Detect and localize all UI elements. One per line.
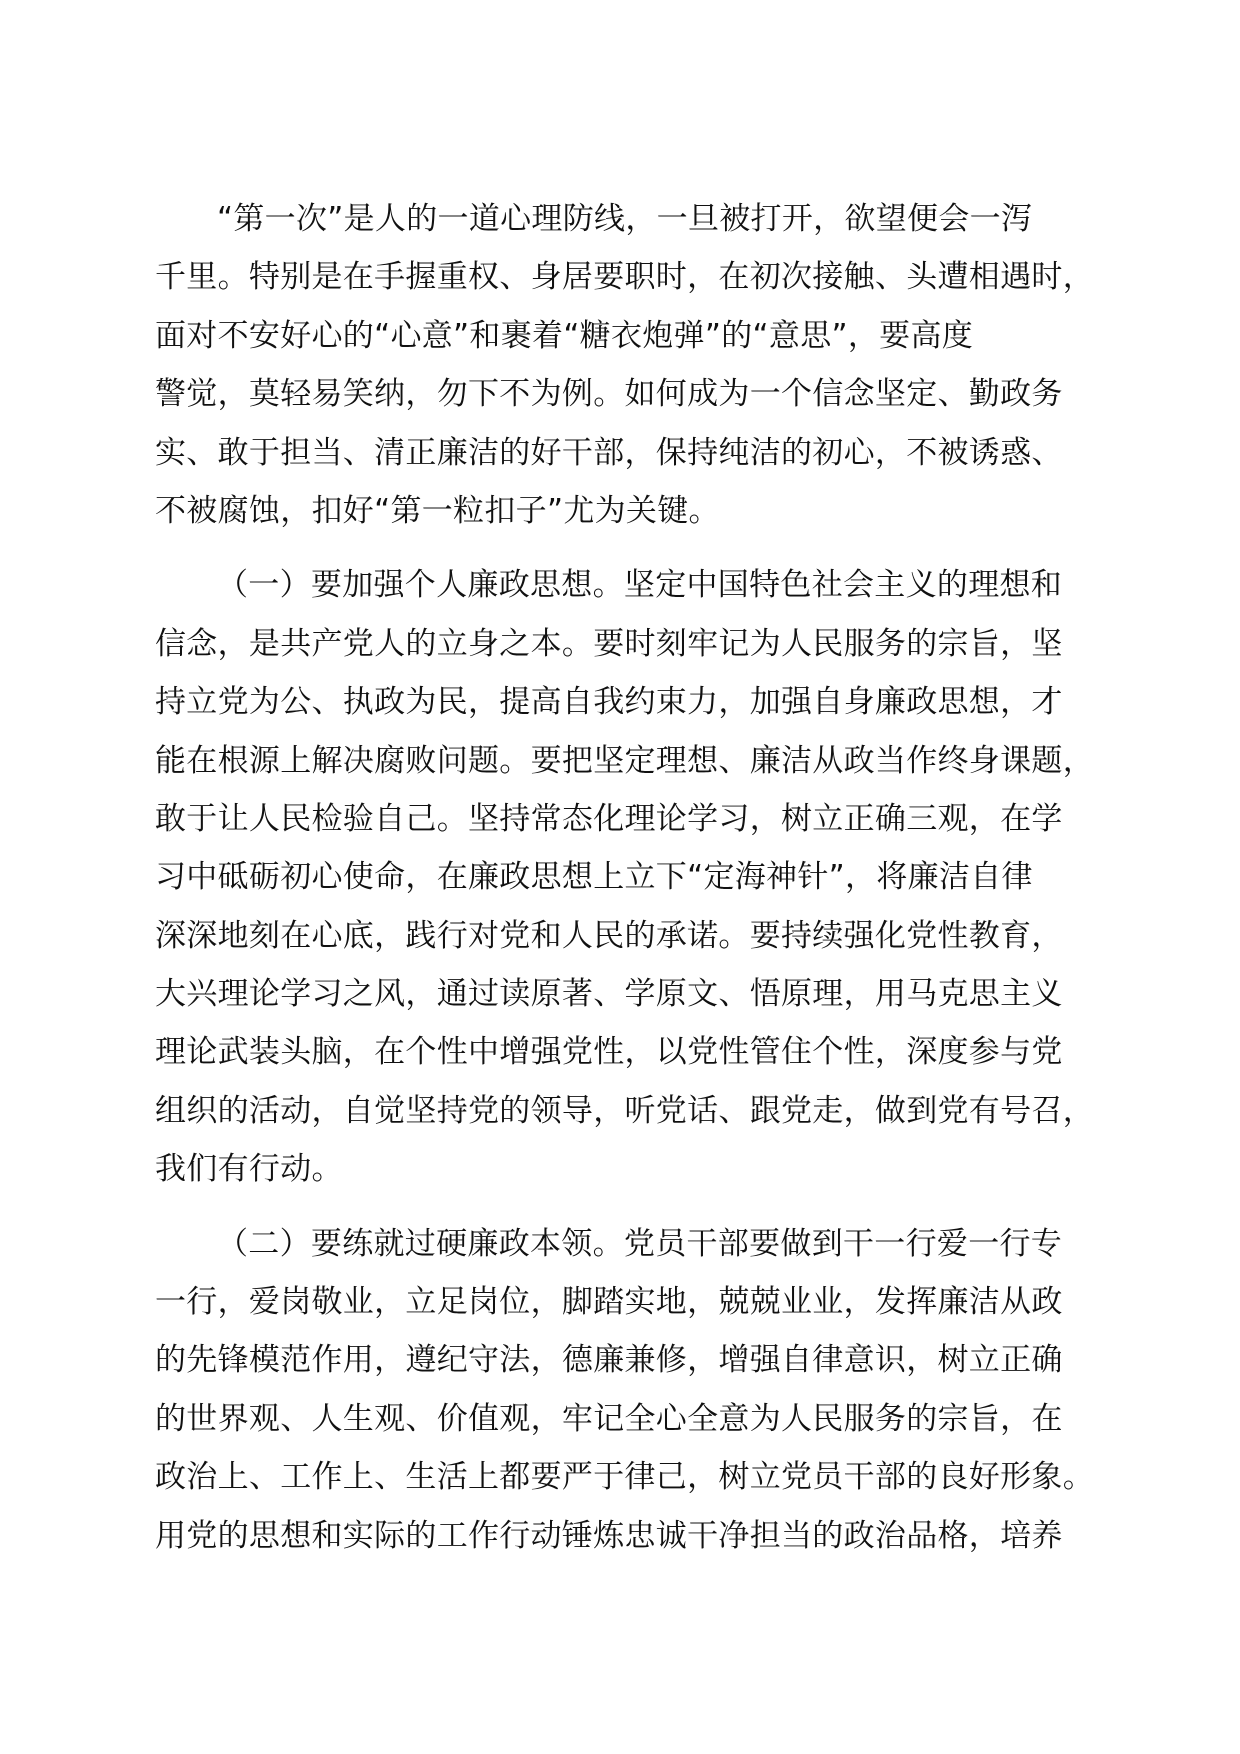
text-line: 警觉，莫轻易笑纳，勿下不为例。如何成为一个信念坚定、勤政务 <box>155 376 1063 413</box>
text-line: 信念，是共产党人的立身之本。要时刻牢记为人民服务的宗旨，坚 <box>155 625 1063 662</box>
paragraph-section-one <box>155 556 1094 1198</box>
document-body <box>155 190 1094 1565</box>
text-line: （二）要练就过硬廉政本领。党员干部要做到干一行爱一行专 <box>217 1225 1063 1262</box>
text-line: 深深地刻在心底，践行对党和人民的承诺。要持续强化党性教育， <box>155 917 1063 954</box>
text-line: 习中砥砺初心使命，在廉政思想上立下“定海神针”，将廉洁自律 <box>155 859 1033 896</box>
text-line: 我们有行动。 <box>155 1151 343 1188</box>
text-line: 政治上、工作上、生活上都要严于律己，树立党员干部的良好形象。 <box>155 1459 1094 1496</box>
text-line: 不被腐蚀，扣好“第一粒扣子”尤为关键。 <box>155 492 720 529</box>
text-line: 理论武装头脑，在个性中增强党性，以党性管住个性，深度参与党 <box>155 1034 1063 1071</box>
text-line: 大兴理论学习之风，通过读原著、学原文、悟原理，用马克思主义 <box>155 976 1063 1013</box>
paragraph-first-time <box>155 190 1094 540</box>
text-line: 持立党为公、执政为民，提高自我约束力，加强自身廉政思想，才 <box>155 684 1063 721</box>
paragraph-section-two <box>155 1215 1094 1565</box>
text-line: 组织的活动，自觉坚持党的领导，听党话、跟党走，做到党有号召， <box>155 1092 1094 1129</box>
text-line: 敢于让人民检验自己。坚持常态化理论学习，树立正确三观，在学 <box>155 800 1063 837</box>
text-line: 能在根源上解决腐败问题。要把坚定理想、廉洁从政当作终身课题， <box>155 742 1094 779</box>
paragraph-spacer <box>155 1199 1090 1215</box>
text-line: “第一次”是人的一道心理防线，一旦被打开，欲望便会一泻 <box>217 201 1033 237</box>
paragraph-spacer <box>155 540 1090 556</box>
text-line: 用党的思想和实际的工作行动锤炼忠诚干净担当的政治品格，培养 <box>155 1517 1063 1554</box>
text-line: 一行，爱岗敬业，立足岗位，脚踏实地，兢兢业业，发挥廉洁从政 <box>155 1284 1063 1321</box>
text-line: 的世界观、人生观、价值观，牢记全心全意为人民服务的宗旨，在 <box>155 1400 1063 1437</box>
text-line: 的先锋模范作用，遵纪守法，德廉兼修，增强自律意识，树立正确 <box>155 1342 1063 1379</box>
text-line: 面对不安好心的“心意”和裹着“糖衣炮弹”的“意思”，要高度 <box>155 317 974 354</box>
text-line: 千里。特别是在手握重权、身居要职时，在初次接触、头遭相遇时， <box>155 259 1094 296</box>
text-line: 实、敢于担当、清正廉洁的好干部，保持纯洁的初心，不被诱惑、 <box>155 434 1063 471</box>
text-line: （一）要加强个人廉政思想。坚定中国特色社会主义的理想和 <box>217 567 1063 604</box>
